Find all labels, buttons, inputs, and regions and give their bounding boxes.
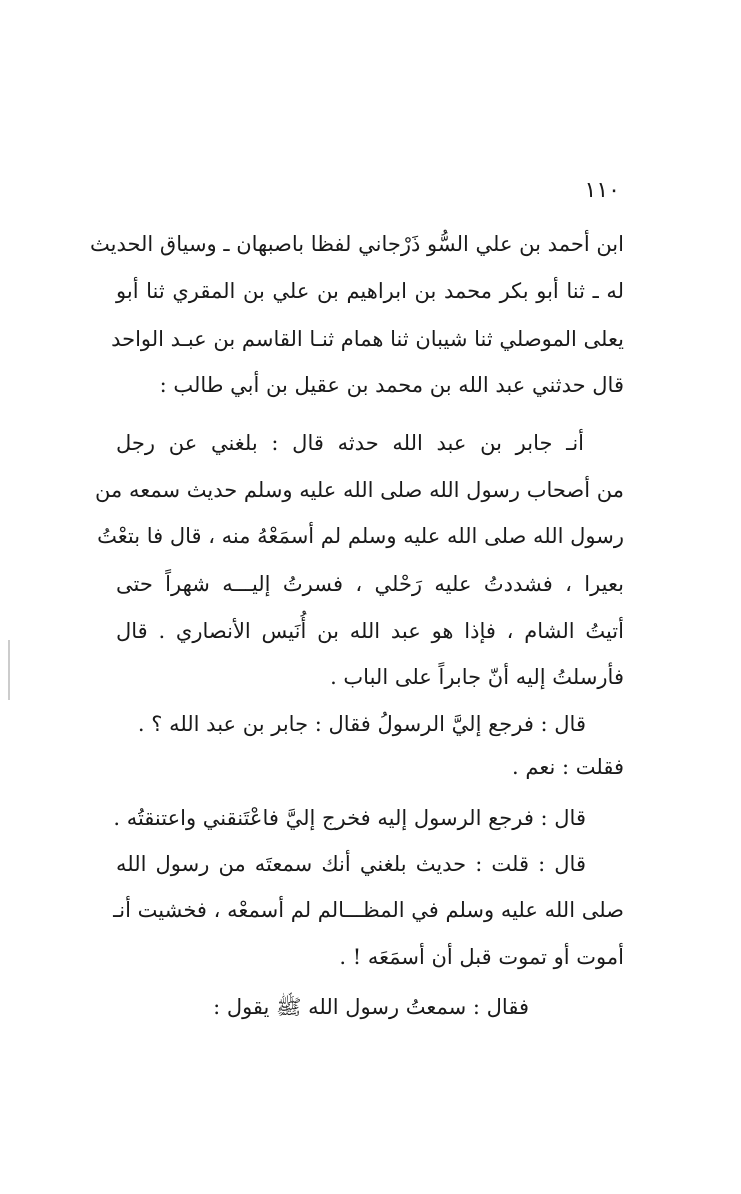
text-line-9: أتيتُ الشام ، فإذا هو عبد الله بن أُنَيس الأنصاري . قال: [116, 619, 624, 643]
text-line-12: فقلت : نعم .: [512, 755, 624, 779]
text-line-16: أموت أو تموت قبل أن أسمَعَه ! .: [339, 945, 624, 969]
text-line-10: فأرسلتُ إليه أنّ جابراً على الباب .: [330, 665, 624, 689]
text-line-4: قال حدثني عبد الله بن محمد بن عقيل بن أبي طالب :: [159, 373, 624, 397]
margin-mark: [8, 640, 10, 700]
text-line-1: ابن أحمد بن علي السُّو ذَرْجاني لفظا باصبهان ـ وسياق الحديث: [89, 232, 624, 256]
text-line-17: فقال : سمعتُ رسول الله ﷺ يقول :: [213, 995, 529, 1019]
text-line-3: يعلى الموصلي ثنا شيبان ثنا همام ثنـا القاسم بن عبـد الواحد: [111, 327, 624, 351]
text-line-14: قال : قلت : حديث بلغني أنك سمعتَه من رسول الله: [116, 852, 586, 876]
text-line-7: رسول الله صلى الله عليه وسلم لم أسمَعْهُ منه ، قال فا بتعْتُ: [97, 524, 624, 548]
text-line-8: بعيرا ، فشددتُ عليه رَحْلي ، فسرتُ إليـــه شهراً حتى: [116, 572, 624, 596]
text-line-15: صلى الله عليه وسلم في المظـــالم لم أسمعْه ، فخشيت أنـ: [113, 898, 624, 922]
text-line-2: له ـ ثنا أبو بكر محمد بن ابراهيم بن علي بن المقري ثنا أبو: [116, 279, 624, 303]
text-line-6: من أصحاب رسول الله صلى الله عليه وسلم حديث سمعه من: [95, 478, 624, 502]
text-line-11: قال : فرجع إليَّ الرسولُ فقال : جابر بن عبد الله ؟ .: [137, 712, 586, 736]
text-line-5: أنـ جابر بن عبد الله حدثه قال : بلغني عن رجل: [116, 431, 584, 455]
page-number: ١١٠: [584, 178, 620, 203]
text-line-13: قال : فرجع الرسول إليه فخرج إليَّ فاعْتَنقني واعتنقتُه .: [113, 806, 586, 830]
